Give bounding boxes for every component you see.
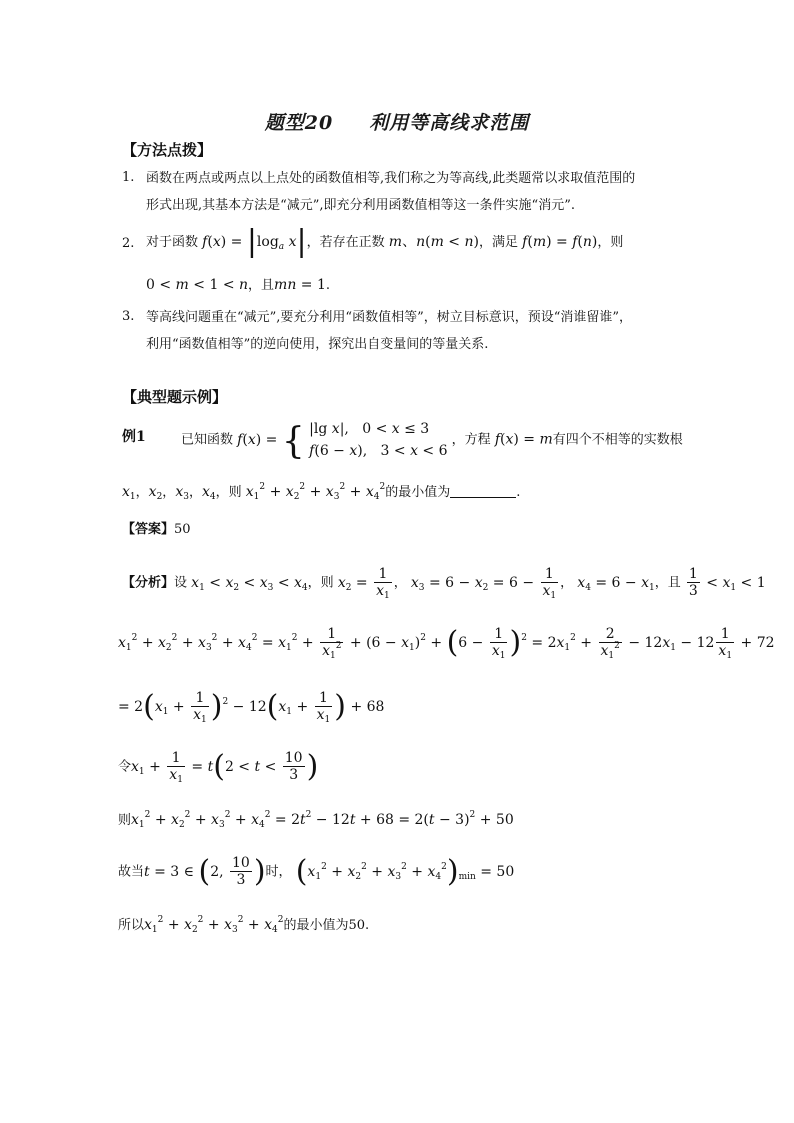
examples-heading: 【典型题示例】: [122, 388, 228, 406]
analysis-conclusion: 所以$x_1^2 + x_2^2 + x_3^2 + x_4^2$的最小值为50.: [118, 915, 370, 935]
item-2-line2: 0 < m < 1 < n，且mn = 1.: [146, 277, 331, 293]
title-main: 题型20: [264, 112, 334, 134]
item-3-number: 3.: [122, 309, 135, 324]
answer-blank: [450, 497, 516, 498]
analysis-line1: 【分析】设 $x_1 < x_2 < x_3 < x_4$，则 $x_2$ = $\frac{1}{x_1}$ ， $x_3 = 6 - x_2 = 6$ − $\frac{1}{x_1}$ ， $x_4 = 6 - x_1$，且 $\frac{1}{3}$ < $x_1 < 1$: [122, 566, 766, 601]
answer-label: 【答案】: [122, 522, 175, 537]
analysis-line3: = $2(x_1$ + $\frac{1}{x_1}$ )$^2 - 12(x_1$ + $\frac{1}{x_1}$ ) + 68: [118, 688, 385, 725]
item-1-number: 1.: [122, 170, 135, 185]
item-1-line1: 函数在两点或两点以上点处的函数值相等,我们称之为等高线,此类题常以求取值范围的: [146, 171, 636, 186]
item-3-line2: 利用“函数值相等”的逆向使用，探究出自变量间的等量关系.: [146, 337, 489, 352]
item-2-number: 2.: [122, 236, 135, 251]
analysis-line4: 令$x_1$ + $\frac{1}{x_1}$ = t(2 < t < $\frac{10}{3}$ ): [118, 748, 319, 785]
analysis-line2: $x_1^2 + x_2^2 + x_3^2 + x_4^2 = x_1^2$ + $\frac{1}{x_1^2}$ + $(6 - x_1)^2 + (6$ − $\frac{1}{x_1}$ )$^2 = 2x_1^2$ + $\frac{2}{x_1^2}$ − $12x_1 - 12$ $\frac{1}{x_1}$ + 72: [118, 624, 775, 661]
item-3-line1: 等高线问题重在“减元”,要充分利用“函数值相等”，树立目标意识，预设“消谁留谁”，: [146, 310, 633, 325]
item-2-fm-fn: f(m) = f(n): [522, 234, 598, 250]
analysis-line5: 则$x_1^2 + x_2^2 + x_3^2 + x_4^2 = 2t^2 - 12t + 68 = 2(t - 3)^2 + 50$: [118, 810, 514, 830]
page-title: [0, 108, 794, 135]
item-2-function: $f(x) = |\log_a$ x|: [202, 224, 307, 259]
title-sub: 利用等高线求范围: [369, 112, 530, 134]
method-heading: 【方法点拨】: [122, 141, 213, 159]
piecewise-function: f(x) = { |lg x|, 0 < x ≤ 3 f(6 − x), 3 < x < 6: [237, 421, 448, 462]
example-1-line2: $x_1$，$x_2$，$x_3$，$x_4$，则 $x_1^2 + x_2^2 + x_3^2 + x_4^2$的最小值为 .: [122, 482, 521, 502]
answer-value: 50: [174, 522, 191, 537]
example-1-statement: 已知函数 f(x) = { |lg x|, 0 < x ≤ 3 f(6 − x), 3 < x < 6 ，方程 f(x) = m有四个不相等的实数根: [181, 418, 683, 462]
item-2-mn: m、n(m < n): [388, 234, 479, 250]
answer-line: [122, 521, 191, 539]
example-1-label: 例1: [122, 429, 146, 445]
analysis-line6: 故当t = 3 ∈ (2, $\frac{10}{3}$ )时， $(x_1^2 + x_2^2 + x_3^2 + x_4^2)_{min} = 50$: [118, 853, 515, 889]
item-1-line2: 形式出现,其基本方法是“减元”,即充分利用函数值相等这一条件实施“消元”.: [146, 198, 575, 213]
item-2-line1: 对于函数 $f(x) = |\log_a$ x|，若存在正数 m、n(m < n)，满足 f(m) = f(n)，则: [146, 224, 624, 259]
